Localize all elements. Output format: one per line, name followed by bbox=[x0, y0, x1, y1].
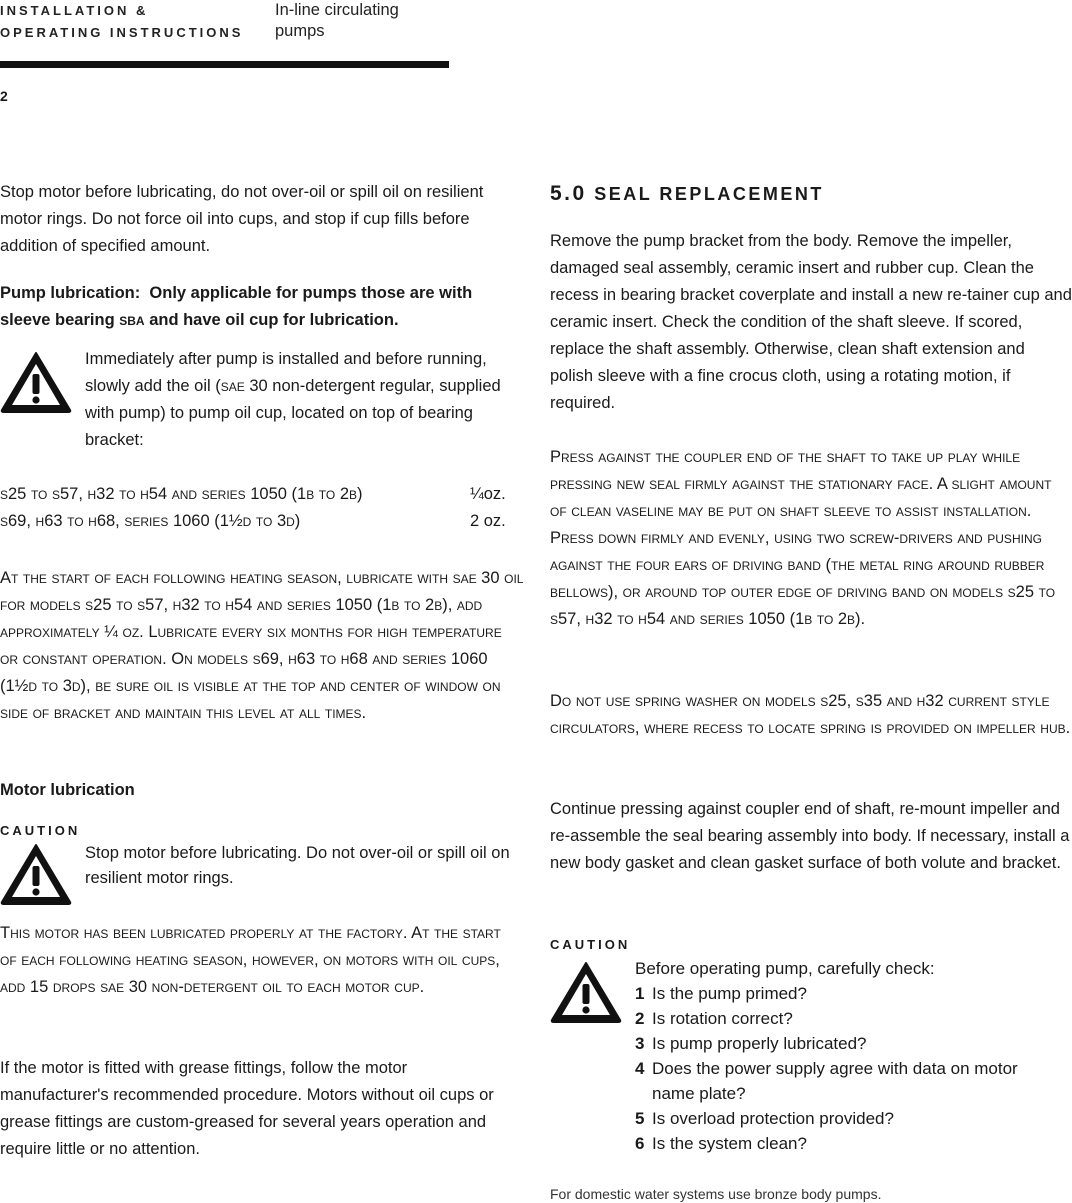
pump-lubrication-block bbox=[0, 280, 520, 334]
document-title-line2: OPERATING INSTRUCTIONS bbox=[0, 25, 244, 40]
intro-paragraph bbox=[0, 179, 518, 260]
caution-text: Stop motor before lubricating. Do not over-oil or spill oil on resilient motor rings. bbox=[85, 844, 510, 887]
sae-abbreviation: sae bbox=[220, 377, 245, 395]
grease-paragraph bbox=[0, 1055, 508, 1163]
lube-row-amount: 2 oz. bbox=[470, 512, 506, 530]
checklist-text: Is pump properly lubricated? bbox=[652, 1034, 867, 1053]
checklist-item bbox=[635, 1031, 1072, 1056]
seal-paragraph-2 bbox=[550, 444, 1070, 633]
pump-lubrication-text: Only applicable for pumps those are with sleeve bearing bbox=[0, 284, 473, 329]
sba-abbreviation: sba bbox=[119, 311, 145, 329]
warning-triangle-icon bbox=[0, 350, 72, 414]
seal-text-3: Do not use spring washer on models s25, s35 and h32 current style circulators, where recess to locate spring is provided on impeller hub. bbox=[550, 692, 1071, 737]
checklist-item bbox=[635, 981, 1072, 1006]
product-name-line2: pumps bbox=[275, 22, 325, 40]
motor-factory-text: This motor has been lubricated properly at the factory. At the start of each following heating season, however, on motors with oil cups, add 15 drops sae 30 non-detergent oil to each motor cup. bbox=[0, 924, 501, 996]
checklist-number: 3 bbox=[635, 1034, 645, 1053]
seal-text-4: Continue pressing against coupler end of shaft, re-mount impeller and re-assemble the seal bearing assembly into body. If necessary, install a new body gasket and clean gasket surface of both volute and bracket. bbox=[550, 800, 1070, 872]
checklist-number: 6 bbox=[635, 1134, 645, 1153]
checklist-number: 4 bbox=[635, 1059, 645, 1078]
intro-text: Stop motor before lubricating, do not over-oil or spill oil on resilient motor rings. Do not force oil into cups, and stop if cup fills before addition of specified amount. bbox=[0, 183, 484, 255]
checklist-text: Is overload protection provided? bbox=[652, 1109, 894, 1128]
caution-label: CAUTION bbox=[550, 937, 631, 952]
lube-row-amount: ¼oz. bbox=[470, 485, 506, 503]
motor-factory-paragraph bbox=[0, 920, 520, 1001]
checklist-number: 1 bbox=[635, 984, 645, 1003]
seal-paragraph-3 bbox=[550, 688, 1072, 742]
checklist-text: Is rotation correct? bbox=[652, 1009, 793, 1028]
lube-row-models: s69, h63 to h68, series 1060 (1½d to 3d) bbox=[0, 512, 301, 530]
motor-lubrication-heading: Motor lubrication bbox=[0, 781, 135, 799]
header-rule bbox=[0, 61, 449, 68]
pump-lubrication-tail: and have oil cup for lubrication. bbox=[149, 311, 399, 329]
product-name-line1: In-line circulating bbox=[275, 1, 399, 19]
seal-paragraph-4 bbox=[550, 796, 1072, 877]
section-heading bbox=[550, 182, 824, 206]
warning-triangle-icon bbox=[0, 842, 72, 906]
caution-text-block bbox=[85, 841, 525, 891]
checklist-text: Is the pump primed? bbox=[652, 984, 807, 1003]
heating-season-paragraph bbox=[0, 565, 524, 727]
checklist-item bbox=[635, 1006, 1072, 1031]
product-name bbox=[275, 0, 399, 42]
grease-text: If the motor is fitted with grease fittings, follow the motor manufacturer's recommended procedure. Motors without oil cups or grease fittings are custom-greased for several years operation and require little or no attention. bbox=[0, 1059, 494, 1158]
checklist-text: Is the system clean? bbox=[652, 1134, 807, 1153]
checklist-item bbox=[635, 1056, 1072, 1106]
caution-label: CAUTION bbox=[0, 823, 81, 838]
checklist-intro: Before operating pump, carefully check: bbox=[635, 959, 935, 978]
footnote: For domestic water systems use bronze body pumps. bbox=[550, 1186, 882, 1202]
checklist-text: Does the power supply agree with data on motor name plate? bbox=[652, 1059, 1018, 1103]
checklist-item bbox=[635, 1131, 1072, 1156]
seal-text-2: Press against the coupler end of the shaft to take up play while pressing new seal firmly against the stationary face. A slight amount of clean vaseline may be put on shaft sleeve to assist installation. Press down firmly and evenly, using two screw-drivers and pushing against the four ears of driving band (the metal ring around rubber bellows), or around top outer edge of driving band on models s25 to s57, h32 to h54 and series 1050 (1b to 2b). bbox=[550, 448, 1056, 628]
checklist-number: 2 bbox=[635, 1009, 645, 1028]
checklist-item bbox=[635, 1106, 1072, 1131]
oil-instruction bbox=[85, 346, 525, 454]
page-number: 2 bbox=[0, 88, 8, 104]
seal-paragraph-1 bbox=[550, 228, 1072, 417]
oil-instruction-text-cont: 30 non-detergent regular, supplied with pump) to pump oil cup, located on top of bearing bracket: bbox=[85, 377, 501, 449]
checklist-number: 5 bbox=[635, 1109, 645, 1128]
document-title-line1: INSTALLATION & bbox=[0, 3, 149, 18]
heating-season-text: At the start of each following heating season, lubricate with sae 30 oil for models s25 to s57, h32 to h54 and series 1050 (1b to 2b), add approximately ¼ oz. Lubricate every six months for high temperature or constant operation. On models s69, h63 to h68 and series 1060 (1½d to 3d), be sure oil is visible at the top and center of window on side of bracket and maintain this level at all times. bbox=[0, 569, 524, 722]
document-title bbox=[0, 0, 243, 44]
warning-triangle-icon bbox=[550, 960, 622, 1024]
lube-row-models: s25 to s57, h32 to h54 and series 1050 (1b to 2b) bbox=[0, 485, 363, 503]
oil-instruction-text: Immediately after pump is installed and before running, slowly add the oil ( bbox=[85, 350, 487, 395]
pre-operation-checklist bbox=[635, 956, 1072, 1156]
pump-lubrication-heading: Pump lubrication: bbox=[0, 284, 141, 302]
section-title: SEAL REPLACEMENT bbox=[594, 184, 824, 204]
section-number: 5.0 bbox=[550, 182, 587, 205]
seal-text-1: Remove the pump bracket from the body. Remove the impeller, damaged seal assembly, ceramic insert and rubber cup. Clean the recess in bearing bracket coverplate and install a new re-tainer cup and ceramic insert. Check the condition of the shaft sleeve. If scored, replace the shaft assembly. Otherwise, clean shaft extension and polish sleeve with a fine crocus cloth, using a rotating motion, if required. bbox=[550, 232, 1072, 412]
